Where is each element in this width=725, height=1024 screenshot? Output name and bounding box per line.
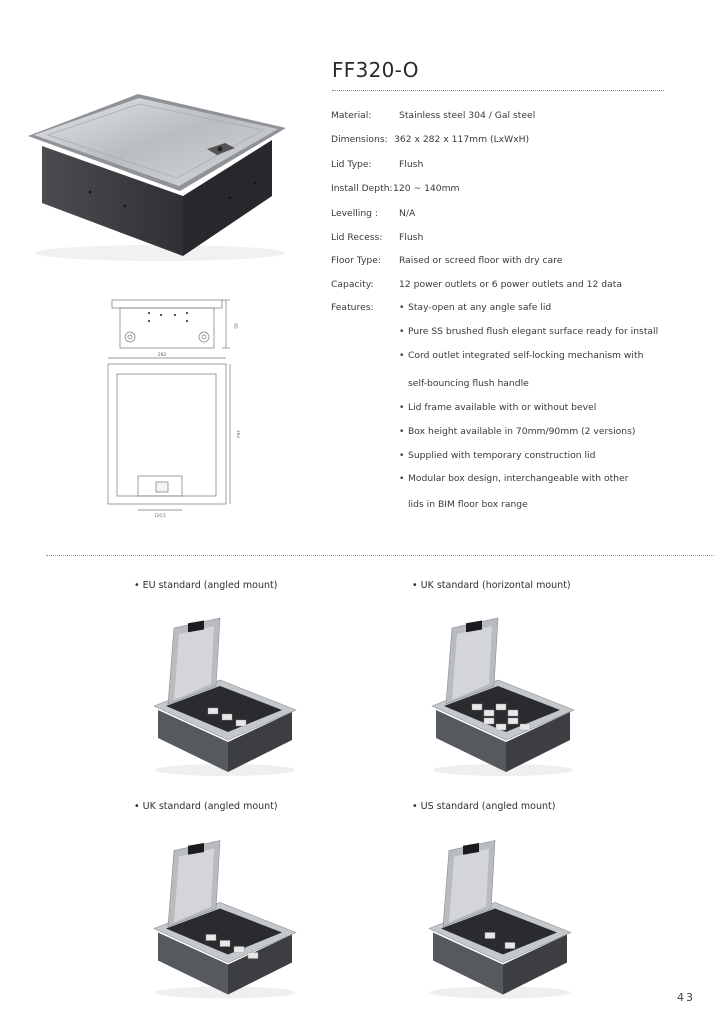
spec-label: Lid Recess: [331,232,383,243]
feature-item: • Supplied with temporary construction lid [399,450,596,461]
feature-item: • Stay-open at any angle safe lid [399,302,552,313]
bullet-icon: • [412,801,421,812]
feature-item: • Pure SS brushed flush elegant surface ready for install [399,326,659,337]
spec-label: Material: [331,110,372,121]
spec-install-depth [331,183,460,194]
dim-width: 282 [157,353,167,358]
spec-capacity [331,279,622,290]
bullet-icon: • [399,450,405,461]
product-title: FF320-O [332,58,419,82]
spec-floor-type [331,255,563,266]
dim-outlet: 120.5 [154,513,166,518]
variant-photo-uk-horizontal [428,612,578,782]
spec-value: Flush [399,159,424,170]
bullet-icon: • [399,402,405,413]
product-photo-closed-box [20,88,295,263]
variant-caption-uk-horizontal: • UK standard (horizontal mount) [412,580,571,591]
spec-lid-recess [331,232,424,243]
spec-value: 120 ~ 140mm [393,183,460,194]
spec-label: Lid Type: [331,159,372,170]
spec-dimensions [331,134,530,145]
variant-photo-uk-angled [150,832,300,1007]
spec-label: Install Depth: [331,183,393,194]
feature-item: • Lid frame available with or without bevel [399,402,597,413]
bullet-icon: • [134,801,143,812]
spec-value: Flush [399,232,424,243]
spec-value: 362 x 282 x 117mm (LxWxH) [394,134,530,145]
spec-value: Stainless steel 304 / Gal steel [399,110,536,121]
feature-item: • Cord outlet integrated self-locking mechanism with [399,350,644,361]
spec-levelling [331,208,416,219]
spec-value: Raised or screed floor with dry care [399,255,563,266]
spec-value: 12 power outlets or 6 power outlets and 12 data [399,279,622,290]
spec-label: Capacity: [331,279,374,290]
spec-label: Dimensions: [331,134,388,145]
feature-item: • Modular box design, interchangeable with other [399,473,629,484]
spec-lid-type [331,159,424,170]
title-divider [332,90,664,91]
bullet-icon: • [412,580,421,591]
variant-photo-eu-angled [150,612,300,782]
bullet-icon: • [134,580,143,591]
spec-label: Floor Type: [331,255,381,266]
spec-label: Features: [331,302,374,313]
bullet-icon: • [399,302,405,313]
bullet-icon: • [399,350,405,361]
bullet-icon: • [399,426,405,437]
variant-caption-us-angled: • US standard (angled mount) [412,801,556,812]
dim-length: 362 [235,429,240,439]
dim-height: 95 [232,323,237,329]
bullet-icon: • [399,326,405,337]
variant-caption-uk-angled: • UK standard (angled mount) [134,801,278,812]
technical-drawing [100,292,240,524]
bullet-icon: • [399,473,405,484]
variant-caption-eu-angled: • EU standard (angled mount) [134,580,278,591]
feature-item-continued: self-bouncing flush handle [408,378,529,389]
spec-label: Levelling : [331,208,379,219]
spec-value: N/A [399,208,416,219]
feature-item-continued: lids in BIM floor box range [408,499,528,510]
spec-features [331,302,374,313]
variant-photo-us-angled [425,832,575,1007]
spec-material [331,110,536,121]
feature-item: • Box height available in 70mm/90mm (2 versions) [399,426,636,437]
page-number: 43 [677,991,695,1004]
section-divider [46,555,714,556]
